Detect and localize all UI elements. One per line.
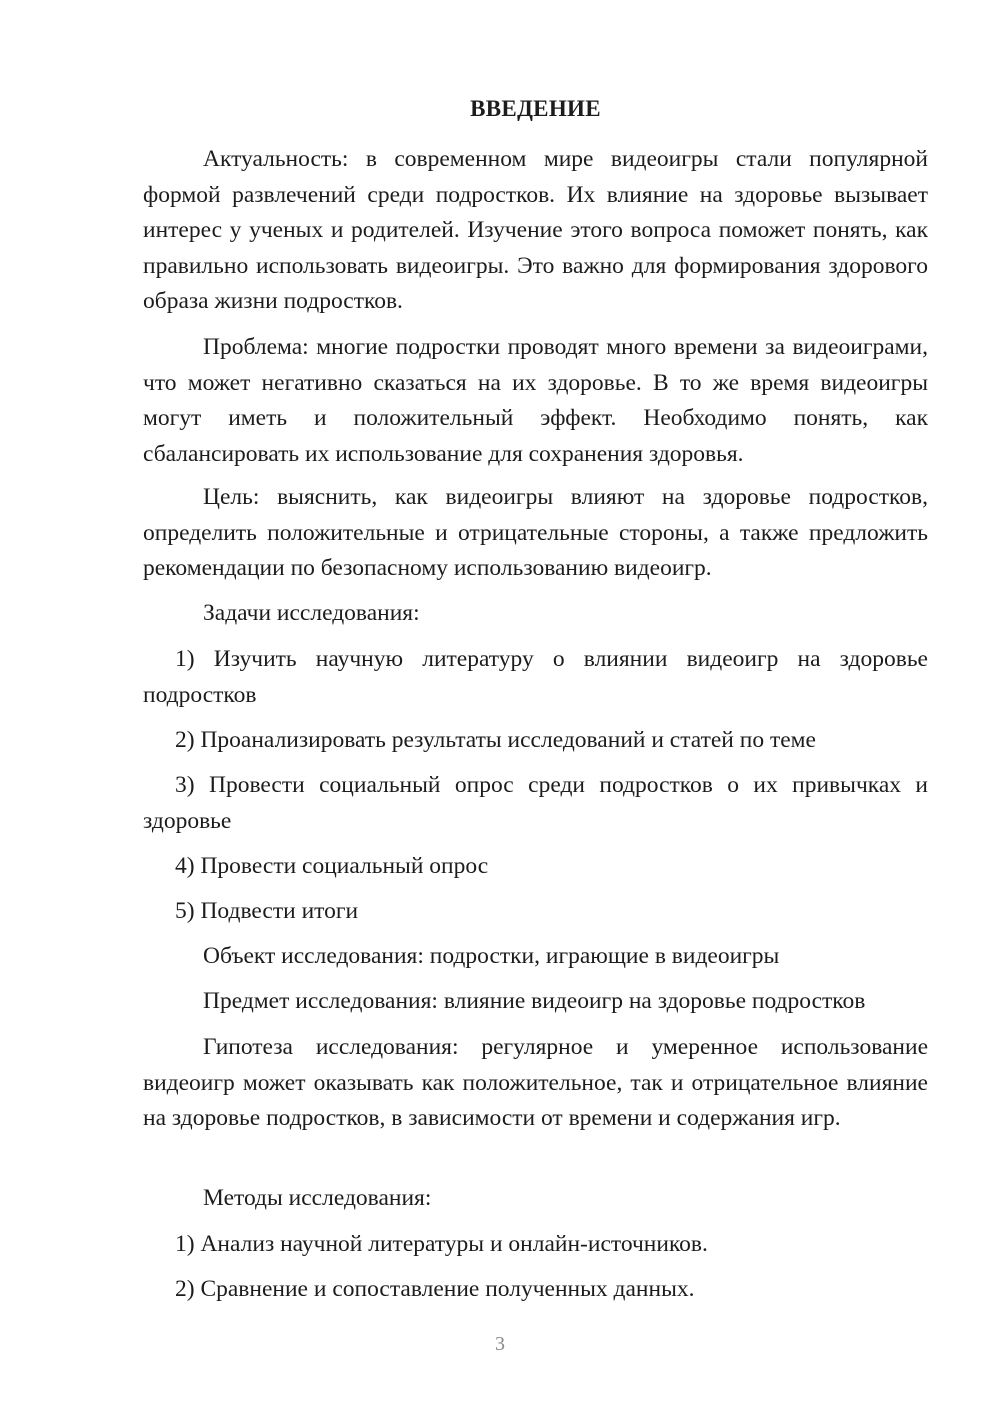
paragraph-relevance: Актуальность: в современном мире видеоигры стали популярной формой развлечений среди подростков. Их влияние на здоровье вызывает интерес у ученых и родителей. Изучение этого вопроса поможет понять, как правильно использовать видеоигры. Это важно для формирования здорового образа жизни подростков.: [143, 146, 928, 314]
page-title: ВВЕДЕНИЕ: [470, 96, 601, 121]
methods-heading: Методы исследования:: [203, 1185, 432, 1211]
page-number: 3: [495, 1333, 505, 1355]
method-item-1: 1) Анализ научной литературы и онлайн-источников.: [175, 1231, 708, 1257]
task-item-3: 3) Провести социальный опрос среди подростков о их привычках и здоровье: [143, 772, 928, 834]
paragraph-problem: Проблема: многие подростки проводят много времени за видеоиграми, что может негативно сказаться на их здоровье. В то же время видеоигры могут иметь и положительный эффект. Необходимо понять, как сбалансировать их использование для сохранения здоровья.: [143, 334, 928, 467]
tasks-heading: Задачи исследования:: [203, 600, 420, 626]
paragraph-hypothesis: Гипотеза исследования: регулярное и умеренное использование видеоигр может оказывать как положительное, так и отрицательное влияние на здоровье подростков, в зависимости от времени и содержания игр.: [143, 1034, 928, 1131]
paragraph-object: Объект исследования: подростки, играющие в видеоигры: [203, 943, 780, 969]
task-item-5: 5) Подвести итоги: [175, 898, 359, 924]
task-item-2: 2) Проанализировать результаты исследований и статей по теме: [175, 727, 816, 753]
paragraph-subject: Предмет исследования: влияние видеоигр на здоровье подростков: [203, 988, 866, 1014]
task-item-1: 1) Изучить научную литературу о влиянии видеоигр на здоровье подростков: [143, 646, 928, 708]
paragraph-goal: Цель: выяснить, как видеоигры влияют на здоровье подростков, определить положительные и отрицательные стороны, а также предложить рекомендации по безопасному использованию видеоигр.: [143, 484, 928, 581]
task-item-4: 4) Провести социальный опрос: [175, 853, 489, 879]
method-item-2: 2) Сравнение и сопоставление полученных данных.: [175, 1276, 695, 1302]
